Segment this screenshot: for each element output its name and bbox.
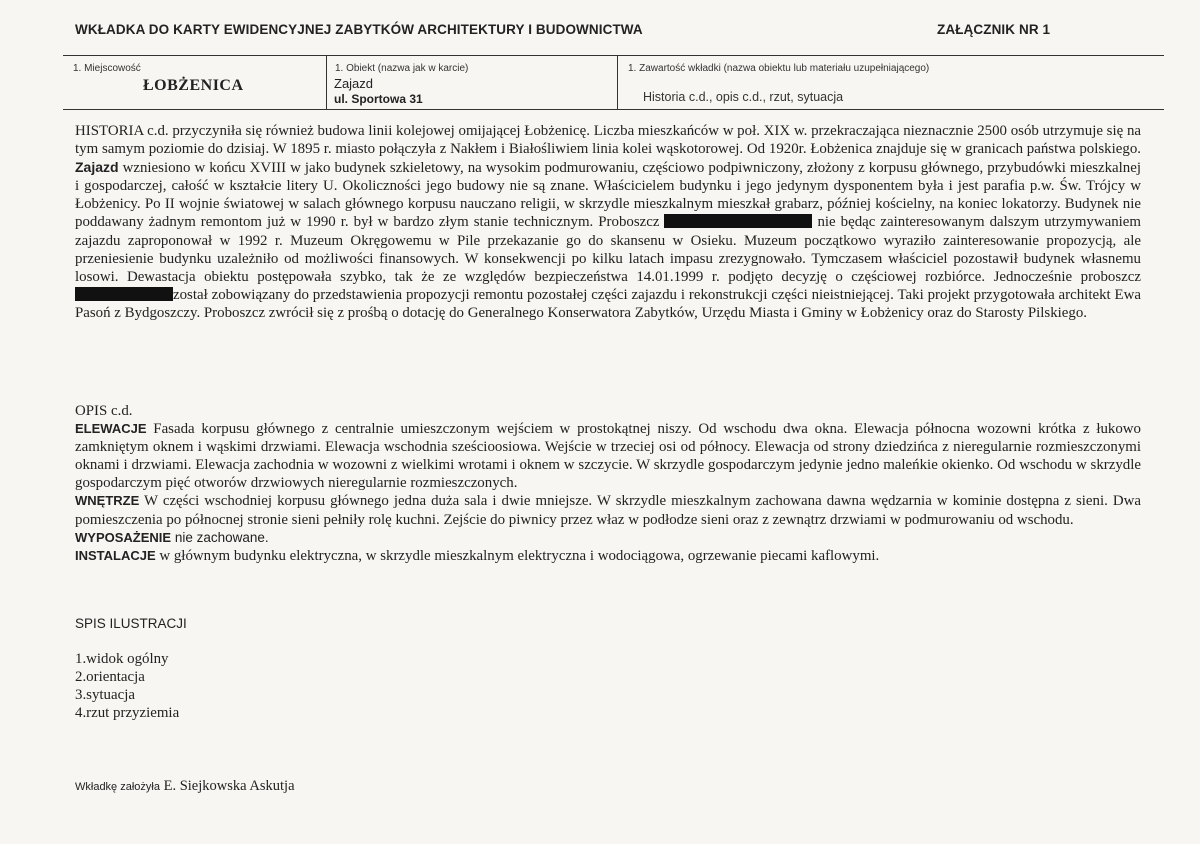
history-text-4: został zobowiązany do przedstawienia propozycji remontu pozostałej części zajazdu i rekonstrukcji części nieistniejącej. Taki projekt przygotowała architekt Ewa Pasoń z Bydgoszczy. Proboszcz zwrócił się z prośbą o dotację do Generalnego Konserwatora Zabytków, Urzędu Miasta i Gminy w Łobżenicy oraz do Starosty Pilskiego. [75, 286, 1141, 321]
object-address: ul. Sportowa 31 [334, 92, 423, 106]
content-cell [617, 56, 1164, 109]
description-section [75, 402, 1141, 565]
header-table [63, 55, 1164, 110]
footer [75, 778, 295, 795]
list-item: 1.widok ogólny [75, 651, 169, 667]
history-bold-word: Zajazd [75, 159, 119, 176]
place-value: ŁOBŻENICA [143, 77, 244, 94]
list-item: 2.orientacja [75, 669, 145, 685]
installations-paragraph [75, 547, 1141, 565]
list-item: 3.sytuacja [75, 687, 135, 703]
place-cell [63, 56, 326, 109]
history-section [75, 122, 1141, 322]
installations-label: INSTALACJE [75, 547, 156, 563]
interior-paragraph [75, 492, 1141, 528]
history-text-2: wzniesiono w końcu XVIII w jako budynek szkieletowy, na wysokim podmurowaniu, częściowo podpiwniczony, złożony z korpusu głównego, przybudówki mieszkalnej i gospodarczej, całość w kształcie litery U. Okoliczności jego budowy nie są znane. Właścicielem budynku i jego jedynym dysponentem była i jest parafia p.w. Św. Trójcy w Łobżenicy. Po II wojnie światowej w salach głównego korpusu nauczano religii, w skrzydle mieszkalnym mieszkał grabarz, później kościelny, na koniec lokatorzy. Budynek nie poddawany żadnym remontom już w 1990 r. był w bardzo złym stanie technicznym. Proboszcz [75, 160, 1141, 231]
elevations-label: ELEWACJE [75, 421, 147, 437]
content-label: 1. Zawartość wkładki (nazwa obiektu lub materiału uzupełniającego) [628, 63, 930, 74]
illustrations-list [75, 650, 179, 722]
list-item: 4.rzut przyziemia [75, 705, 180, 721]
history-text-1: HISTORIA c.d. przyczyniła się również budowa linii kolejowej omijającej Łobżenicę. Liczba mieszkańców w poł. XIX w. przekraczająca nieznacznie 2500 osób utrzymuje się na tym samym poziomie do dzisiaj. W 1895 r. miasto połączyła z Nakłem i Białośliwiem linia kolei wąskotorowej. Od 1920r. Łobżenica znajduje się w granicach państwa polskiego. [75, 123, 1141, 158]
history-paragraph [75, 122, 1141, 322]
equipment-label: WYPOSAŻENIE [75, 529, 172, 545]
interior-label: WNĘTRZE [75, 493, 140, 509]
object-label: 1. Obiekt (nazwa jak w karcie) [335, 63, 469, 74]
elevations-text: Fasada korpusu głównego z centralnie umieszczonym wejściem w prostokątnej niszy. Od wschodu dwa okna. Elewacja północna wozowni krótka z łukowo zamkniętym oknem i wąskimi drzwiami. Elewacja wschodnia sześcioosiowa. Wejście w trzeciej osi od północy. Elewacja od strony dziedzińca z nieregularnie rozmieszczonymi oknami i drzwiami. Elewacja zachodnia w wozowni z wielkimi wrotami i oknem w szczycie. W skrzydle gospodarczym jedynie jedno maleńkie okienko. Od wschodu w skrzydle gospodarczym pięć otworów drzwiowych nieregularnie rozmieszczonych. [75, 421, 1141, 492]
installations-text: w głównym budynku elektryczna, w skrzydle mieszkalnym elektryczna i wodociągowa, ogrzewanie piecami kaflowymi. [155, 547, 880, 564]
illustrations-heading: SPIS ILUSTRACJI [75, 616, 187, 631]
interior-text: W części wschodniej korpusu głównego jedna duża sala i dwie mniejsze. W skrzydle mieszkalnym zachowana dawna wędzarnia w kominie dostępna z sieni. Dwa pomieszczenia po północnej stronie sieni pełniły rolę kuchni. Zejście do piwnicy przez właz w podłodze sieni oraz z zewnątrz drzwiami w podmurowaniu od wschodu. [75, 493, 1141, 528]
document-title: WKŁADKA DO KARTY EWIDENCYJNEJ ZABYTKÓW ARCHITEKTURY I BUDOWNICTWA [75, 22, 643, 37]
description-heading: OPIS c.d. [75, 403, 133, 419]
elevations-paragraph [75, 420, 1141, 492]
content-value: Historia c.d., opis c.d., rzut, sytuacja [643, 90, 844, 104]
object-name: Zajazd [334, 76, 374, 91]
redaction-bar [75, 287, 173, 301]
history-text-3: nie będąc zainteresowanym dalszym utrzymywaniem zajazdu zaproponował w 1992 r. Muzeum Okręgowemu w Pile przekazanie go do skansenu w Osieku. Muzeum początkowo wyraziło zainteresowanie propozycją, ale przeniesienie budynku uzależniło od możliwości finansowych. W konsekwencji po kilku latach impasu zrezygnowało. Tymczasem właściciel pozostawił budynek własnemu losowi. Dewastacja obiektu postępowała szybko, tak że ze względów bezpieczeństwa 14.01.1999 r. podjęto decyzję o częściowej rozbiórce. Jednocześnie proboszcz [75, 214, 1141, 285]
equipment-paragraph [75, 529, 1141, 547]
redaction-bar [664, 214, 812, 228]
place-label: 1. Miejscowość [73, 63, 141, 74]
footer-author: E. Siejkowska Askutja [159, 778, 295, 794]
attachment-number: ZAŁĄCZNIK NR 1 [937, 22, 1051, 37]
object-cell [326, 56, 617, 109]
equipment-text: nie zachowane. [171, 529, 269, 545]
footer-label: Wkładkę założyła [75, 781, 160, 793]
